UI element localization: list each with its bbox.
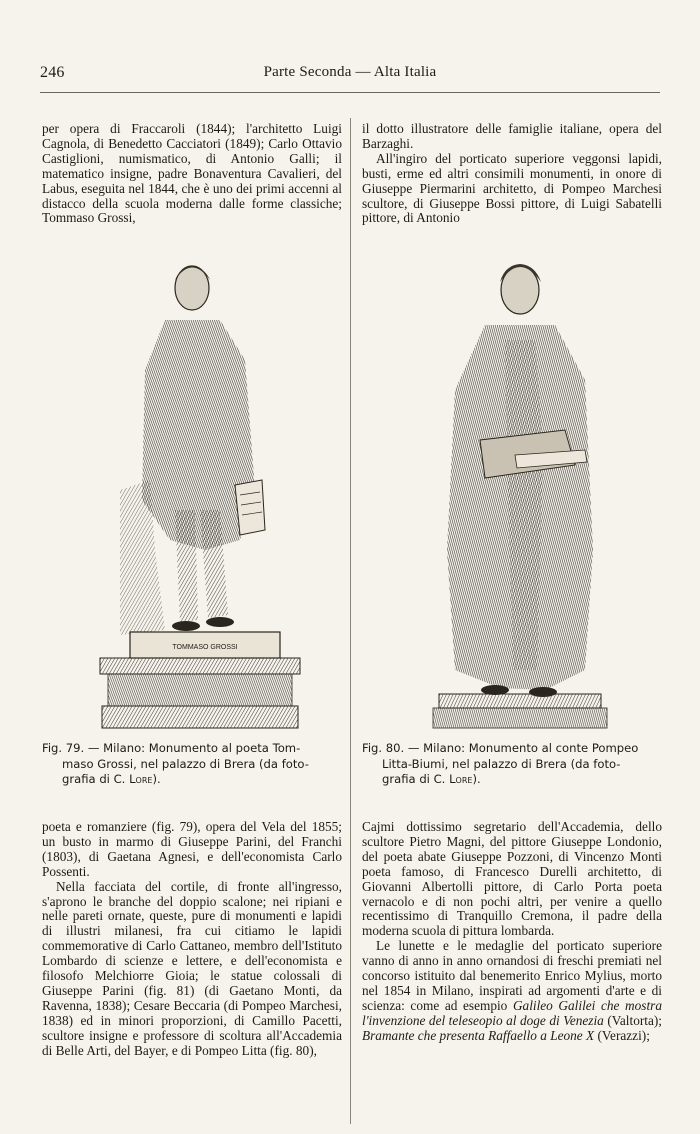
header-rule (40, 92, 660, 93)
artwork-title: Bramante che presenta Raffaello a Leone X (362, 1027, 595, 1043)
caption-line: grafia di C. (382, 772, 450, 786)
page-header (40, 64, 660, 88)
artwork-title: Galileo Galilei che mostra l'invenzione del teleseopio al doge di Venezia (362, 997, 662, 1028)
caption-line: ). (472, 772, 481, 786)
figure-80-caption (362, 741, 662, 788)
plinth-inscription: TOMMASO GROSSI (172, 644, 238, 651)
caption-line: Litta-Biumi, nel palazzo di Brera (da foto- (382, 756, 621, 771)
right-column-top-text (362, 122, 662, 226)
left-column-top-text (42, 122, 342, 226)
caption-line: grafia di C. (62, 772, 130, 786)
figure-79-engraving (80, 250, 310, 735)
paragraph: il dotto illustratore delle famiglie italiane, opera del Barzaghi. (362, 121, 662, 151)
text-run: (Valtorta); (603, 1012, 662, 1028)
statue-grossi-illustration (80, 250, 310, 735)
paragraph: All'ingiro del porticato superiore veggonsi lapidi, busti, erme ed altri consimili monumenti, in onore di Giuseppe Piermarini architetto, di Pompeo Marchesi scultore, di Giuseppe Bossi pittore, di Luigi Sabatelli pittore, di Antonio (362, 150, 662, 226)
page-number: 246 (40, 64, 65, 81)
paragraph (362, 939, 662, 1043)
statue-litta-illustration (425, 250, 615, 735)
paragraph: per opera di Fraccaroli (1844); l'architetto Luigi Cagnola, di Benedetto Cacciatori (1849); Carlo Ottavio Castiglioni, numismatico, di Antonio Galli; il matematico insigne, padre Bonaventura Cavalieri, del Labus, eseguita nel 1844, che è uno dei primi accenni al distacco della scuola moderna dalle forme classiche; Tommaso Grossi, (42, 121, 342, 226)
photographer-name: Lore (449, 772, 473, 786)
left-column-bottom-text (42, 820, 342, 1059)
paragraph: poeta e romanziere (fig. 79), opera del Vela del 1855; un busto in marmo di Giuseppe Parini, del Franchi (1803), di Gaetana Agnesi, e dell'economista Carlo Possenti. (42, 819, 342, 879)
figure-79-caption (42, 741, 342, 788)
text-run: Le lunette e le medaglie del porticato superiore vanno di anno in anno ornandosi di freschi premiati nel concorso istituito dal benemerito Enrico Mylius, morto nel 1854 in Milano, inspirati ad argomenti d'arte e di scienza: come ad esempio (362, 938, 662, 1013)
caption-line: maso Grossi, nel palazzo di Brera (da foto- (62, 756, 309, 771)
caption-line: Fig. 80. — Milano: Monumento al conte Pompeo (362, 741, 639, 755)
right-column-bottom-text (362, 820, 662, 1044)
paragraph: Cajmi dottissimo segretario dell'Accademia, dello scultore Pietro Magni, del pittore Giuseppe Londonio, del poeta abate Giuseppe Pozzoni, di Vincenzo Monti poeta famoso, di Francesco Durelli architetto, di Giovanni Albertolli pittore, di Carlo Porta poeta vernacolo e di non pochi altri, per venire a quello recentissimo di Tranquillo Cremona, il padre della moderna scuola di pittura lombarda. (362, 819, 662, 939)
caption-line: ). (152, 772, 161, 786)
figure-80-engraving (425, 250, 615, 735)
caption-line: Fig. 79. — Milano: Monumento al poeta Tom- (42, 741, 301, 755)
photographer-name: Lore (129, 772, 153, 786)
column-divider (350, 118, 351, 1124)
paragraph: Nella facciata del cortile, di fronte all'ingresso, s'aprono le branche del doppio scalone; nei ripiani e nelle pareti ornate, queste, pure di monumenti e lapidi di illustri milanesi, fra cui citiamo le lapidi commemorative di Carlo Cattaneo, membro dell'Istituto Lombardo di scienze e lettere, e dell'economista e filosofo Melchiorre Gioia; le statue colossali di Giuseppe Parini (fig. 81) (di Gaetano Monti, da Ravenna, 1838); Cesare Beccaria (di Pompeo Marchesi, 1838) ed in minori proporzioni, di Camillo Pacetti, scultore insigne e professore di scoltura all'Accademia di Belle Arti, del Bayer, e di Pompeo Litta (fig. 80), (42, 878, 342, 1058)
text-run: (Verazzi); (594, 1027, 650, 1043)
running-title: Parte Seconda — Alta Italia (263, 64, 437, 80)
